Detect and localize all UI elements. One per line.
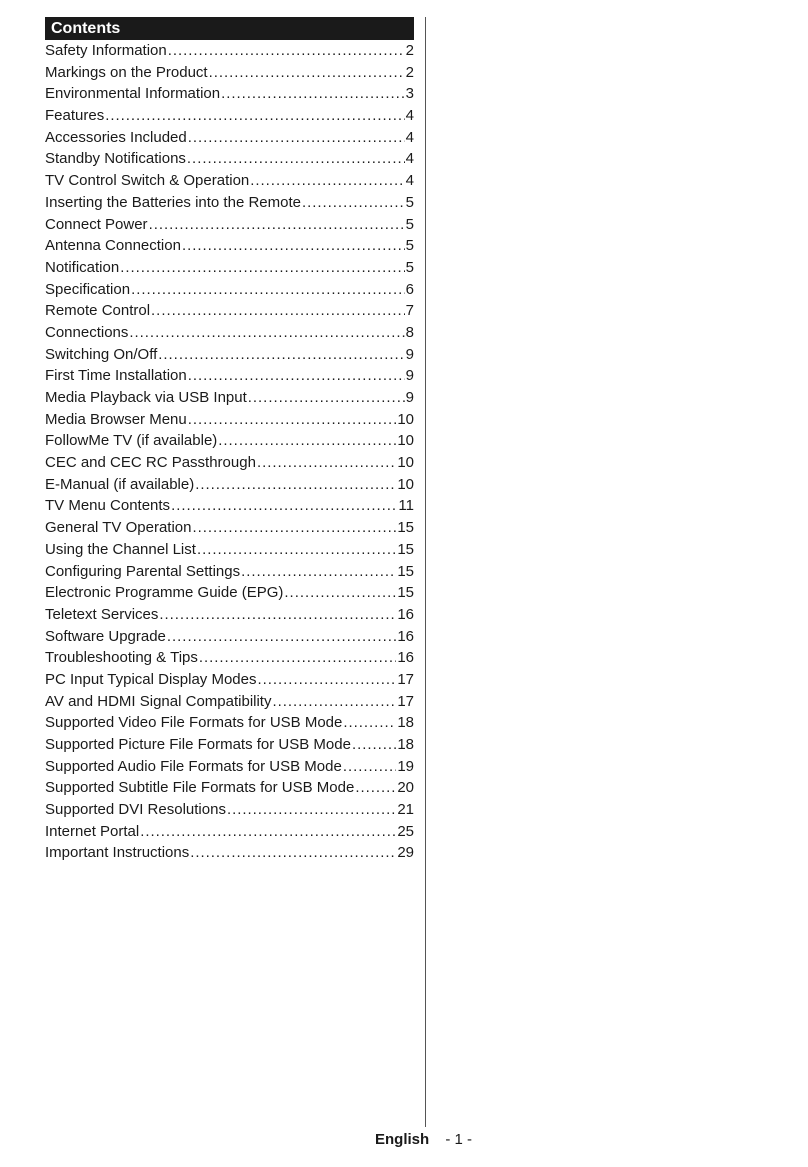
toc-entry-page: 2 <box>405 42 414 59</box>
toc-entry-title: General TV Operation <box>45 519 192 537</box>
toc-entry-title: Using the Channel List <box>45 540 196 558</box>
toc-entry-title: Internet Portal <box>45 822 140 840</box>
toc-entry[interactable] <box>45 647 414 669</box>
table-of-contents <box>45 17 414 864</box>
toc-dot-leader <box>197 539 396 561</box>
toc-dot-leader <box>182 235 405 257</box>
toc-entry[interactable] <box>45 192 414 214</box>
toc-dot-leader <box>140 821 396 843</box>
toc-entry[interactable] <box>45 777 414 799</box>
toc-dot-leader <box>352 734 396 756</box>
toc-entry-title: Troubleshooting & Tips <box>45 649 198 667</box>
toc-entry-page: 4 <box>405 107 414 125</box>
toc-entry-page: 5 <box>405 215 414 233</box>
toc-entry[interactable] <box>45 235 414 257</box>
toc-entry[interactable] <box>45 691 414 713</box>
toc-dot-leader <box>159 604 396 626</box>
toc-dot-leader <box>221 83 405 105</box>
toc-entry-page: 18 <box>397 736 414 753</box>
toc-dot-leader <box>284 582 396 604</box>
toc-entry-page: 11 <box>398 497 414 515</box>
toc-entry[interactable] <box>45 300 414 322</box>
toc-entry-title: Supported Audio File Formats for USB Mode <box>45 757 342 775</box>
toc-entry-title: Remote Control <box>45 302 151 320</box>
toc-entry-title: TV Menu Contents <box>45 497 171 515</box>
toc-entry-title: Media Browser Menu <box>45 410 187 428</box>
toc-entry-page: 5 <box>405 193 414 211</box>
toc-dot-leader <box>129 322 404 344</box>
toc-dot-leader <box>218 430 396 452</box>
toc-entry-page: 29 <box>397 844 414 862</box>
toc-entry-title: Features <box>45 107 105 125</box>
toc-dot-leader <box>188 409 397 431</box>
toc-entry[interactable] <box>45 40 414 62</box>
toc-entry-page: 9 <box>405 345 414 363</box>
toc-entry-title: Supported Subtitle File Formats for USB Mode <box>45 779 355 797</box>
toc-entry-title: Switching On/Off <box>45 345 158 363</box>
footer-page-number: - 1 - <box>445 1131 473 1148</box>
toc-entry-page: 10 <box>397 454 414 472</box>
toc-entry-title: Media Playback via USB Input <box>45 389 247 406</box>
toc-entry-page: 17 <box>397 692 414 710</box>
toc-entry[interactable] <box>45 734 414 756</box>
toc-entry[interactable] <box>45 148 414 170</box>
toc-dot-leader <box>151 300 405 322</box>
toc-entry-title: Specification <box>45 280 131 298</box>
column-divider <box>425 17 426 1127</box>
toc-dot-leader <box>167 626 396 648</box>
toc-entry-page: 7 <box>405 302 414 320</box>
toc-entry[interactable] <box>45 842 414 864</box>
toc-entry[interactable] <box>45 365 414 387</box>
toc-dot-leader <box>199 647 396 669</box>
toc-entry[interactable] <box>45 127 414 149</box>
toc-entry-title: TV Control Switch & Operation <box>45 172 250 190</box>
toc-entry-page: 3 <box>405 85 414 103</box>
toc-dot-leader <box>272 691 396 713</box>
toc-dot-leader <box>195 474 396 496</box>
toc-entry-title: Environmental Information <box>45 85 221 103</box>
toc-entry-title: Electronic Programme Guide (EPG) <box>45 584 284 602</box>
toc-dot-leader <box>120 257 404 279</box>
toc-entry-page: 9 <box>405 389 414 406</box>
toc-entry[interactable] <box>45 712 414 734</box>
toc-entry-page: 10 <box>397 475 414 493</box>
toc-dot-leader <box>131 279 405 301</box>
toc-dot-leader <box>168 40 405 62</box>
toc-entry-page: 4 <box>405 150 414 168</box>
toc-entry-title: FollowMe TV (if available) <box>45 432 218 450</box>
toc-entry-page: 15 <box>397 562 414 580</box>
toc-entry-page: 16 <box>397 627 414 645</box>
toc-entry[interactable] <box>45 626 414 648</box>
toc-entry-title: Software Upgrade <box>45 627 166 645</box>
toc-entry-title: Configuring Parental Settings <box>45 562 241 580</box>
toc-dot-leader <box>188 365 405 387</box>
toc-entry[interactable] <box>45 539 414 561</box>
toc-entry-title: AV and HDMI Signal Compatibility <box>45 692 272 710</box>
toc-entry-title: Important Instructions <box>45 844 190 862</box>
toc-dot-leader <box>257 452 396 474</box>
toc-entry-title: Safety Information <box>45 42 167 59</box>
toc-dot-leader <box>343 712 396 734</box>
toc-entry[interactable] <box>45 430 414 452</box>
toc-entry[interactable] <box>45 322 414 344</box>
toc-entry-title: Inserting the Batteries into the Remote <box>45 193 301 211</box>
toc-entry[interactable] <box>45 561 414 583</box>
toc-entry-page: 21 <box>397 801 414 819</box>
toc-entry-page: 15 <box>397 519 414 537</box>
toc-dot-leader <box>302 192 405 214</box>
toc-entry[interactable] <box>45 279 414 301</box>
toc-entry-page: 16 <box>397 605 414 623</box>
toc-entry-title: Markings on the Product <box>45 63 208 81</box>
toc-entry-page: 4 <box>405 172 414 190</box>
toc-entry[interactable] <box>45 409 414 431</box>
toc-entry[interactable] <box>45 756 414 778</box>
toc-entry-page: 10 <box>397 432 414 450</box>
toc-entry-page: 8 <box>405 323 414 341</box>
toc-entry-page: 20 <box>397 779 414 797</box>
toc-entry-page: 18 <box>397 714 414 732</box>
toc-entry[interactable] <box>45 474 414 496</box>
footer-language: English <box>375 1131 430 1148</box>
toc-entry[interactable] <box>45 517 414 539</box>
toc-heading: Contents <box>45 17 414 40</box>
toc-entry-title: CEC and CEC RC Passthrough <box>45 454 256 472</box>
toc-dot-leader <box>149 214 405 236</box>
toc-entry-title: Supported Video File Formats for USB Mode <box>45 714 343 732</box>
toc-dot-leader <box>343 756 397 778</box>
toc-entry-page: 4 <box>405 128 414 146</box>
toc-entry-title: Antenna Connection <box>45 237 181 255</box>
toc-entry-title: Teletext Services <box>45 605 159 623</box>
toc-dot-leader <box>158 344 404 366</box>
toc-dot-leader <box>241 561 396 583</box>
toc-entry[interactable] <box>45 257 414 279</box>
toc-entry-page: 15 <box>397 584 414 602</box>
toc-entry[interactable] <box>45 83 414 105</box>
toc-entry-title: Notification <box>45 258 120 276</box>
toc-entry[interactable] <box>45 669 414 691</box>
toc-entry[interactable] <box>45 582 414 604</box>
toc-entry-title: PC Input Typical Display Modes <box>45 670 257 688</box>
toc-entry-page: 15 <box>397 540 414 558</box>
toc-entry-page: 5 <box>405 237 414 255</box>
toc-entry-title: Accessories Included <box>45 128 187 146</box>
toc-entry-title: Standby Notifications <box>45 150 186 168</box>
page-footer <box>375 1130 472 1150</box>
toc-entry[interactable] <box>45 495 414 517</box>
toc-entry-page: 5 <box>405 258 414 276</box>
toc-entry[interactable] <box>45 604 414 626</box>
toc-dot-leader <box>209 62 405 84</box>
toc-entry-page: 16 <box>397 649 414 667</box>
toc-dot-leader <box>192 517 396 539</box>
toc-entry-title: E-Manual (if available) <box>45 475 195 493</box>
toc-entry[interactable] <box>45 62 414 84</box>
toc-list <box>45 40 414 864</box>
toc-dot-leader <box>248 387 405 409</box>
toc-entry[interactable] <box>45 821 414 843</box>
toc-entry[interactable] <box>45 387 414 409</box>
toc-entry-page: 10 <box>397 410 414 428</box>
toc-entry-page: 25 <box>397 822 414 840</box>
toc-entry-page: 2 <box>405 63 414 81</box>
toc-entry-page: 6 <box>405 280 414 298</box>
toc-dot-leader <box>105 105 404 127</box>
toc-entry-title: Supported DVI Resolutions <box>45 801 226 819</box>
toc-entry-title: Connect Power <box>45 215 148 233</box>
toc-entry-title: Connections <box>45 323 129 341</box>
toc-entry[interactable] <box>45 799 414 821</box>
toc-entry[interactable] <box>45 344 414 366</box>
toc-entry[interactable] <box>45 170 414 192</box>
toc-entry-title: First Time Installation <box>45 367 187 385</box>
toc-dot-leader <box>190 842 396 864</box>
toc-entry-page: 9 <box>405 367 414 385</box>
toc-dot-leader <box>355 777 396 799</box>
toc-entry-title: Supported Picture File Formats for USB Mode <box>45 736 351 753</box>
toc-dot-leader <box>188 127 405 149</box>
toc-entry[interactable] <box>45 214 414 236</box>
toc-entry[interactable] <box>45 452 414 474</box>
toc-entry-page: 17 <box>397 670 414 688</box>
toc-dot-leader <box>258 669 397 691</box>
toc-dot-leader <box>187 148 405 170</box>
toc-entry-page: 19 <box>397 757 414 775</box>
toc-dot-leader <box>227 799 396 821</box>
toc-entry[interactable] <box>45 105 414 127</box>
toc-dot-leader <box>171 495 397 517</box>
toc-dot-leader <box>250 170 404 192</box>
